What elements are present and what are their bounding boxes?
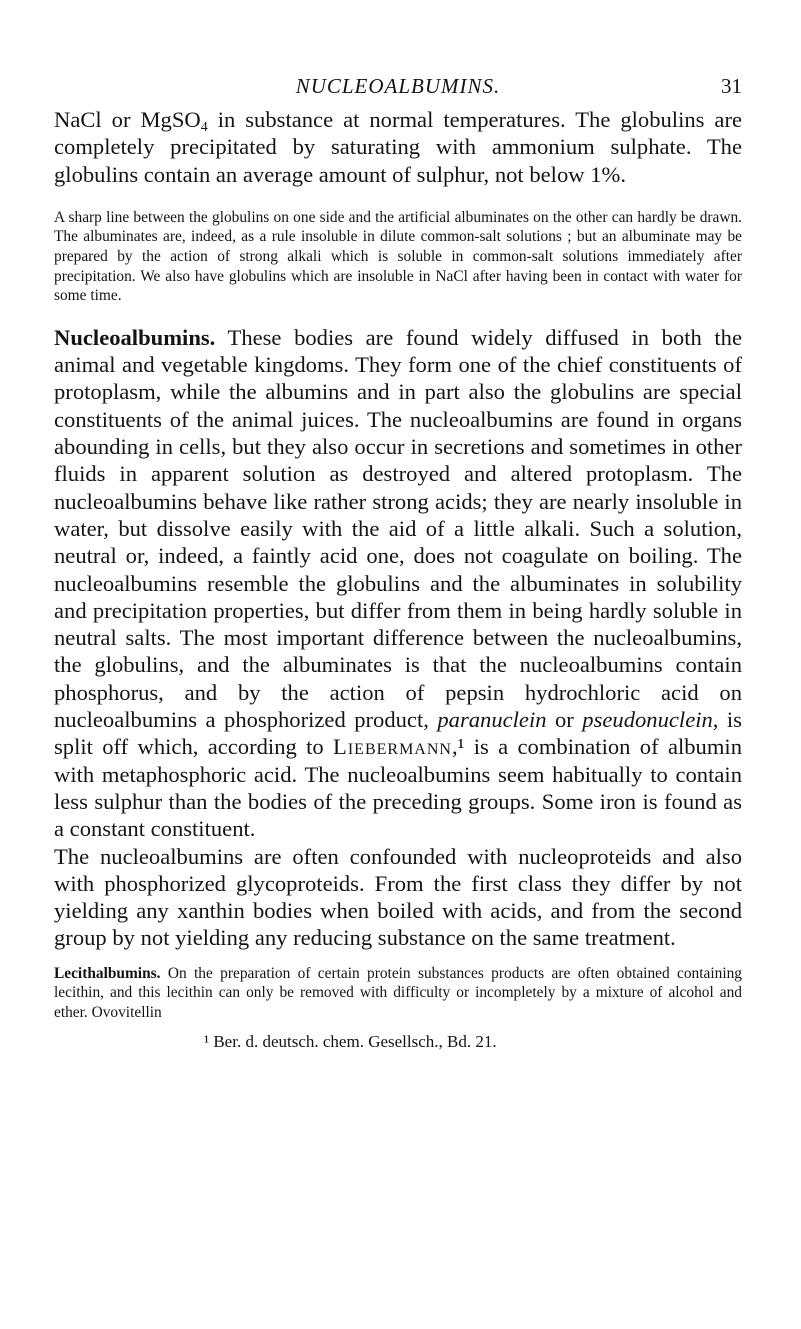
page-number: 31 [721, 74, 742, 98]
paragraph-text: or [546, 707, 583, 733]
running-head [54, 74, 742, 106]
term-paranuclein: paranuclein [437, 707, 547, 733]
footnote-reference: ,¹ [451, 734, 465, 760]
book-page [54, 74, 742, 1052]
author-name: Liebermann [333, 734, 452, 760]
paragraph-confusion: The nucleoalbumins are often confounded with nucleoproteids and also with phosphorized glycoproteids. From the first class they differ by not yielding any xanthin bodies when boiled with acids, and from the second group by not yielding any reducing substance on the same treatment. [54, 843, 742, 951]
section-heading-lecithalbumins: Lecithalbumins. [54, 964, 161, 982]
term-pseudonuclein: pseudonuclein [582, 707, 713, 733]
small-print-note-albuminates: A sharp line between the globulins on one side and the artificial albuminates on the other can hardly be drawn. The albuminates are, indeed, as a rule insoluble in dilute common-salt solutions ; but an albuminate may be prepared by the action of strong alkali which is soluble in common-salt solutions immediately after precipitation. We also have globulins which are insoluble in NaCl after having been in contact with water for some time. [54, 208, 742, 305]
subscript: 4 [200, 120, 208, 135]
section-heading-nucleoalbumins: Nucleoalbumins. [54, 324, 216, 350]
paragraph-text: On the preparation of certain protein substances products are often obtained containing lecithin, and this lecithin can only be removed with difficulty or incompletely by a mixture of alcohol and ether. Ovovitellin [54, 964, 742, 1021]
paragraph-lecithalbumins [54, 964, 742, 1023]
footnote: ¹ Ber. d. deutsch. chem. Gesellsch., Bd. 21. [204, 1032, 497, 1052]
paragraph-nucleoalbumins [54, 324, 742, 843]
paragraph-text: These bodies are found widely diffused in both the animal and vegetable kingdoms. They form one of the chief constituents of protoplasm, while the albumins and in part also the globulins are special constituents of the animal juices. The nucleoalbumins are found in organs abounding in cells, but they also occur in secretions and sometimes in other fluids in apparent solution as destroyed and altered protoplasm. The nucleoalbumins behave like rather strong acids; they are nearly insoluble in water, but dissolve easily with the aid of a little alkali. Such a solution, neutral or, indeed, a faintly acid one, does not coagulate on boiling. The nucleoalbumins resemble the globulins and the albuminates in solubility and precipitation properties, but differ from them in being hardly soluble in neutral salts. The most important difference between the nucleoalbumins, the globulins, and the albuminates is that the nucleoalbumins contain phosphorus, and by the action of pepsin hydrochloric acid on nucleoalbumins a phosphorized product, [54, 324, 742, 733]
paragraph-text: is a combination of albumin with metaphosphoric acid. The nucleoalbumins seem habitually to contain less sulphur than the bodies of the preceding groups. Some iron is found as a constant constituent. [54, 734, 742, 842]
paragraph-text: in substance at normal temperatures. The globulins are completely precipitated by saturating with ammonium sulphate. The globulins contain an average amount of sulphur, not below 1%. [54, 107, 742, 187]
paragraph-globulins-end [54, 106, 742, 188]
running-head-title: NUCLEOALBUMINS. [295, 74, 501, 98]
paragraph-text: , is split off which, according to [54, 707, 742, 760]
paragraph-text: NaCl or MgSO [54, 107, 201, 132]
